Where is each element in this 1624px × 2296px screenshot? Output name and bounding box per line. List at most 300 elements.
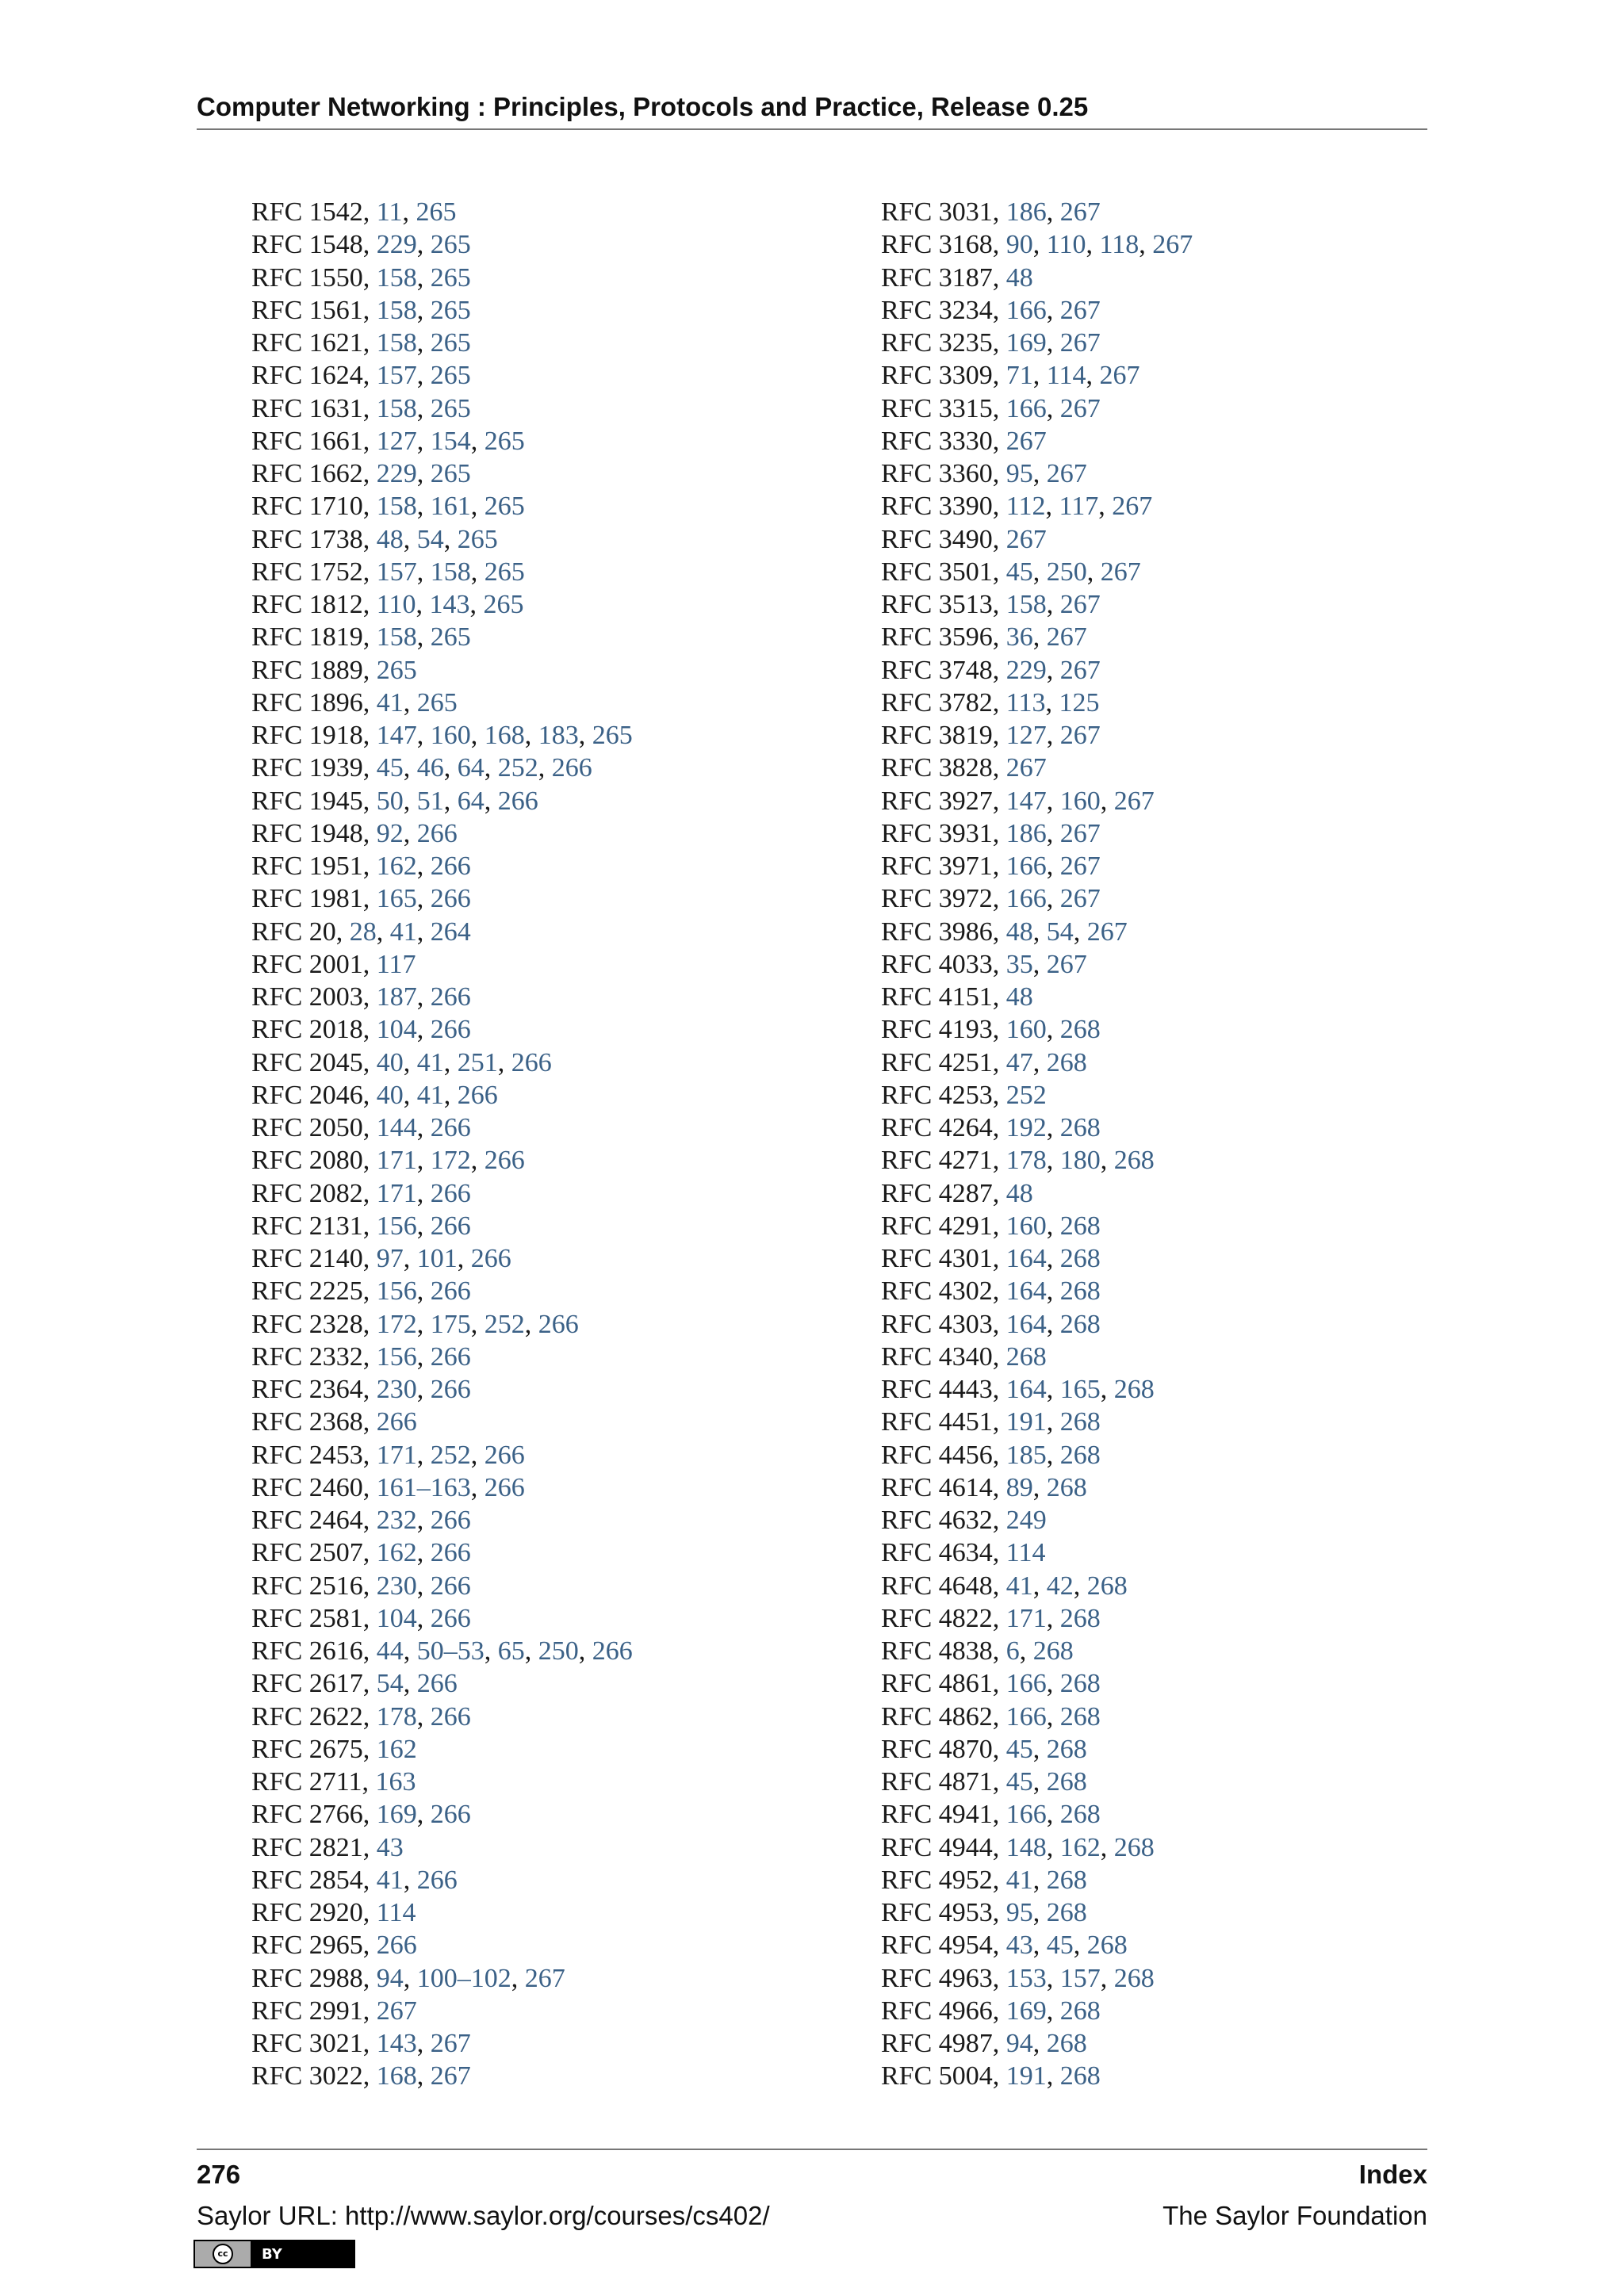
page-ref-link[interactable]: 266 (484, 1472, 525, 1502)
index-term: RFC 2711 (251, 1767, 362, 1797)
index-term: RFC 4253 (881, 1080, 993, 1110)
index-column-left (251, 196, 633, 2093)
page-ref-link[interactable]: 169 (376, 1800, 417, 1830)
page-ref-link[interactable]: 267 (1046, 949, 1087, 979)
page-ref-link[interactable]: 11 (376, 197, 403, 227)
page-ref-link[interactable]: 266 (416, 1669, 458, 1699)
page-ref-link[interactable]: 267 (1113, 786, 1155, 816)
index-entry: RFC 3490, 267 (881, 524, 1047, 554)
page-ref-link[interactable]: 268 (1032, 1636, 1074, 1666)
page-ref-link[interactable]: 265 (430, 295, 471, 325)
page-ref-link[interactable]: 166 (1005, 1800, 1047, 1830)
page-ref-link[interactable]: 46 (416, 753, 444, 783)
page-ref-link[interactable]: 163 (375, 1767, 416, 1797)
page-ref-link[interactable]: 267 (1152, 230, 1193, 260)
page-ref-link[interactable]: 268 (1059, 1800, 1101, 1830)
index-term: RFC 2464 (251, 1506, 363, 1535)
index-entry: RFC 2464, 232, 266 (251, 1506, 471, 1535)
page-ref-link[interactable]: 40 (376, 1080, 404, 1110)
page-ref-link[interactable]: 266 (430, 1701, 471, 1732)
page-ref-link[interactable]: 48 (1005, 982, 1033, 1012)
page-ref-link[interactable]: 192 (1005, 1113, 1047, 1142)
page-ref-link[interactable]: 164 (1005, 1309, 1047, 1339)
page-ref-link[interactable]: 36 (1005, 622, 1033, 652)
page-ref-link[interactable]: 268 (1059, 1996, 1101, 2026)
page-ref-link[interactable]: 267 (430, 2061, 471, 2091)
page-ref-link[interactable]: 265 (376, 655, 417, 685)
page-ref-link[interactable]: 166 (1005, 1669, 1047, 1699)
page-ref-link[interactable]: 144 (376, 1113, 417, 1142)
page-ref-link[interactable]: 252 (430, 1440, 471, 1470)
page-ref-link[interactable]: 158 (376, 622, 417, 652)
page-ref-link[interactable]: 117 (376, 949, 416, 979)
page-ref-link[interactable]: 266 (430, 851, 471, 881)
index-term: RFC 4456 (881, 1440, 993, 1470)
page-ref-link[interactable]: 267 (1059, 197, 1101, 227)
index-entry: RFC 4822, 171, 268 (881, 1603, 1101, 1633)
page-ref-link[interactable]: 268 (1046, 1734, 1087, 1764)
page-ref-link[interactable]: 266 (430, 1375, 471, 1404)
running-header-title: Computer Networking : Principles, Protocols and Practice, Release 0.25 (197, 92, 1089, 121)
page-ref-link[interactable]: 166 (1005, 295, 1047, 325)
page-ref-link[interactable]: 232 (376, 1506, 417, 1535)
page-ref-link[interactable]: 168 (376, 2061, 417, 2091)
page-ref-link[interactable]: 164 (1005, 1375, 1047, 1404)
page-ref-link[interactable]: 162 (1059, 1832, 1101, 1862)
index-term: RFC 4963 (881, 1963, 993, 1993)
page-ref-link[interactable]: 165 (1059, 1375, 1101, 1404)
page-ref-link[interactable]: 266 (430, 1211, 471, 1241)
page-ref-link[interactable]: 267 (524, 1963, 565, 1993)
page-ref-link[interactable]: 266 (511, 1047, 552, 1077)
page-ref-link[interactable]: 266 (497, 786, 538, 816)
page-ref-link[interactable]: 157 (1059, 1963, 1101, 1993)
page-ref-link[interactable]: 265 (430, 328, 471, 358)
page-ref-link[interactable]: 50 (376, 786, 404, 816)
page-footer (197, 2149, 1427, 2233)
page-ref-link[interactable]: 268 (1059, 1669, 1101, 1699)
page-ref-link[interactable]: 268 (1005, 1341, 1047, 1372)
page-ref-link[interactable]: 191 (1005, 2061, 1047, 2091)
page-ref-link[interactable]: 127 (376, 426, 417, 456)
page-ref-link[interactable]: 97 (376, 1244, 404, 1273)
page-ref-link[interactable]: 183 (538, 721, 579, 750)
page-ref-link[interactable]: 268 (1113, 1375, 1155, 1404)
page-ref-link[interactable]: 143 (429, 590, 470, 619)
page-ref-link[interactable]: 268 (1113, 1832, 1155, 1862)
page-ref-link[interactable]: 162 (376, 851, 417, 881)
creative-commons-icon: cc (213, 2244, 233, 2264)
page-ref-link[interactable]: 112 (1005, 492, 1046, 522)
page-ref-link[interactable]: 268 (1059, 1701, 1101, 1732)
page-ref-link[interactable]: 40 (376, 1047, 404, 1077)
page-ref-link[interactable]: 267 (376, 1996, 417, 2026)
page-ref-link[interactable]: 266 (430, 1603, 471, 1633)
page-ref-link[interactable]: 266 (484, 1146, 525, 1176)
page-ref-link[interactable]: 267 (1059, 393, 1101, 423)
page-ref-link[interactable]: 266 (376, 1931, 417, 1961)
page-ref-link[interactable]: 267 (1059, 721, 1101, 750)
page-ref-link[interactable]: 147 (1005, 786, 1047, 816)
page-ref-link[interactable]: 267 (1059, 590, 1101, 619)
page-ref-link[interactable]: 160 (1005, 1015, 1047, 1045)
page-ref-link[interactable]: 266 (430, 1800, 471, 1830)
page-ref-link[interactable]: 160 (1059, 786, 1101, 816)
page-ref-link[interactable]: 48 (1005, 262, 1033, 293)
page-ref-link[interactable]: 265 (430, 361, 471, 391)
page-ref-link[interactable]: 265 (430, 459, 471, 488)
page-ref-link[interactable]: 266 (430, 1506, 471, 1535)
page-ref-link[interactable]: 162 (376, 1734, 417, 1764)
page-ref-link[interactable]: 48 (376, 524, 404, 554)
page-ref-link[interactable]: 158 (430, 557, 471, 587)
page-ref-link[interactable]: 267 (1005, 524, 1047, 554)
page-ref-link[interactable]: 158 (376, 328, 417, 358)
page-ref-link[interactable]: 44 (376, 1636, 404, 1666)
page-ref-link[interactable]: 266 (430, 982, 471, 1012)
page-ref-link[interactable]: 154 (430, 426, 471, 456)
page-ref-link[interactable]: 268 (1059, 2061, 1101, 2091)
page-ref-link[interactable]: 267 (430, 2029, 471, 2058)
page-ref-link[interactable]: 161–163 (376, 1472, 471, 1502)
page-ref-link[interactable]: 41 (416, 1080, 444, 1110)
index-entry: RFC 4151, 48 (881, 982, 1033, 1012)
index-term: RFC 4632 (881, 1506, 993, 1535)
page-ref-link[interactable]: 266 (416, 818, 458, 848)
index-entry: RFC 1752, 157, 158, 265 (251, 557, 525, 587)
page-ref-link[interactable]: 101 (416, 1244, 458, 1273)
page-ref-link[interactable]: 267 (1086, 916, 1128, 947)
page-ref-link[interactable]: 268 (1059, 1113, 1101, 1142)
index-entry: RFC 2364, 230, 266 (251, 1375, 471, 1404)
page-ref-link[interactable]: 268 (1059, 1211, 1101, 1241)
page-ref-link[interactable]: 50–53 (416, 1636, 485, 1666)
page-ref-link[interactable]: 267 (1059, 851, 1101, 881)
index-term: RFC 2766 (251, 1800, 363, 1830)
page-ref-link[interactable]: 178 (1005, 1146, 1047, 1176)
page-ref-link[interactable]: 41 (376, 1865, 404, 1895)
page-ref-link[interactable]: 114 (376, 1898, 416, 1927)
index-entry: RFC 2332, 156, 266 (251, 1341, 471, 1372)
page-ref-link[interactable]: 169 (1005, 1996, 1047, 2026)
index-term: RFC 2018 (251, 1015, 363, 1045)
page-ref-link[interactable]: 268 (1113, 1146, 1155, 1176)
saylor-url[interactable]: Saylor URL: http://www.saylor.org/courses/cs402/ (197, 2201, 770, 2230)
page-ref-link[interactable]: 28 (349, 916, 377, 947)
page-ref-link[interactable]: 54 (1046, 916, 1074, 947)
page-ref-link[interactable]: 45 (376, 753, 404, 783)
page-ref-link[interactable]: 6 (1005, 1636, 1020, 1666)
page-ref-link[interactable]: 166 (1005, 1701, 1047, 1732)
page-ref-link[interactable]: 186 (1005, 197, 1047, 227)
page-ref-link[interactable]: 266 (457, 1080, 498, 1110)
page-ref-link[interactable]: 172 (430, 1146, 471, 1176)
page-ref-link[interactable]: 65 (497, 1636, 525, 1666)
page-ref-link[interactable]: 268 (1046, 1898, 1087, 1927)
page-ref-link[interactable]: 249 (1005, 1506, 1047, 1535)
index-entry: RFC 2001, 117 (251, 949, 416, 979)
page-ref-link[interactable]: 250 (1046, 557, 1087, 587)
footer-section-name: Index (1358, 2160, 1427, 2189)
page-ref-link[interactable]: 166 (1005, 393, 1047, 423)
page-ref-link[interactable]: 265 (483, 590, 524, 619)
page-ref-link[interactable]: 172 (376, 1309, 417, 1339)
page-ref-link[interactable]: 266 (430, 1015, 471, 1045)
page-ref-link[interactable]: 251 (457, 1047, 498, 1077)
page-ref-link[interactable]: 160 (430, 721, 471, 750)
page-ref-link[interactable]: 41 (1005, 1571, 1033, 1601)
page-ref-link[interactable]: 171 (1005, 1603, 1047, 1633)
page-ref-link[interactable]: 268 (1059, 1603, 1101, 1633)
page-ref-link[interactable]: 265 (430, 393, 471, 423)
page-ref-link[interactable]: 267 (1005, 426, 1047, 456)
page-ref-link[interactable]: 157 (376, 361, 417, 391)
page-ref-link[interactable]: 268 (1059, 1440, 1101, 1470)
page-ref-link[interactable]: 42 (1046, 1571, 1074, 1601)
page-ref-link[interactable]: 156 (376, 1211, 417, 1241)
index-entry: RFC 4443, 164, 165, 268 (881, 1375, 1155, 1404)
index-term: RFC 1951 (251, 851, 363, 881)
page-ref-link[interactable]: 43 (376, 1832, 404, 1862)
page-ref-link[interactable]: 89 (1005, 1472, 1033, 1502)
page-ref-link[interactable]: 266 (416, 1865, 458, 1895)
page-ref-link[interactable]: 161 (430, 492, 471, 522)
page-ref-link[interactable]: 267 (1059, 328, 1101, 358)
page-ref-link[interactable]: 110 (376, 590, 416, 619)
page-ref-link[interactable]: 180 (1059, 1146, 1101, 1176)
page-ref-link[interactable]: 268 (1086, 1931, 1128, 1961)
index-entry: RFC 2821, 43 (251, 1832, 404, 1862)
index-term: RFC 2507 (251, 1538, 363, 1568)
page-ref-link[interactable]: 165 (376, 884, 417, 914)
page-ref-link[interactable]: 164 (1005, 1276, 1047, 1307)
page-ref-link[interactable]: 148 (1005, 1832, 1047, 1862)
page-ref-link[interactable]: 94 (1005, 2029, 1033, 2058)
page-ref-link[interactable]: 156 (376, 1276, 417, 1307)
page-ref-link[interactable]: 268 (1059, 1244, 1101, 1273)
page-ref-link[interactable]: 41 (416, 1047, 444, 1077)
page-ref-link[interactable]: 166 (1005, 884, 1047, 914)
page-ref-link[interactable]: 110 (1046, 230, 1086, 260)
page-ref-link[interactable]: 43 (1005, 1931, 1033, 1961)
page-ref-link[interactable]: 113 (1005, 687, 1046, 718)
page-ref-link[interactable]: 266 (430, 1113, 471, 1142)
page-ref-link[interactable]: 268 (1059, 1015, 1101, 1045)
index-term: RFC 3828 (881, 753, 993, 783)
page-ref-link[interactable]: 265 (592, 721, 633, 750)
page-ref-link[interactable]: 143 (376, 2029, 417, 2058)
page-ref-link[interactable]: 158 (376, 393, 417, 423)
page-ref-link[interactable]: 252 (1005, 1080, 1047, 1110)
page-ref-link[interactable]: 178 (376, 1701, 417, 1732)
page-ref-link[interactable]: 118 (1099, 230, 1139, 260)
page-ref-link[interactable]: 127 (1005, 721, 1047, 750)
page-ref-link[interactable]: 54 (416, 524, 444, 554)
index-term: RFC 4870 (881, 1734, 993, 1764)
page-ref-link[interactable]: 266 (430, 1178, 471, 1208)
page-ref-link[interactable]: 265 (484, 426, 525, 456)
page-ref-link[interactable]: 169 (1005, 328, 1047, 358)
page-ref-link[interactable]: 250 (538, 1636, 579, 1666)
page-ref-link[interactable]: 64 (457, 786, 485, 816)
page-ref-link[interactable]: 114 (1005, 1538, 1046, 1568)
page-ref-link[interactable]: 125 (1059, 687, 1100, 718)
page-ref-link[interactable]: 265 (416, 197, 457, 227)
page-ref-link[interactable]: 265 (430, 622, 471, 652)
page-ref-link[interactable]: 171 (376, 1440, 417, 1470)
page-ref-link[interactable]: 45 (1005, 557, 1033, 587)
page-ref-link[interactable]: 267 (1046, 622, 1087, 652)
page-ref-link[interactable]: 265 (484, 557, 525, 587)
page-ref-link[interactable]: 47 (1005, 1047, 1033, 1077)
page-ref-link[interactable]: 267 (1099, 361, 1140, 391)
index-term: RFC 4944 (881, 1832, 993, 1862)
index-entry: RFC 2045, 40, 41, 251, 266 (251, 1047, 552, 1077)
page-ref-link[interactable]: 268 (1059, 1276, 1101, 1307)
page-ref-link[interactable]: 156 (376, 1341, 417, 1372)
page-ref-link[interactable]: 266 (430, 884, 471, 914)
index-term: RFC 1621 (251, 328, 363, 358)
page-ref-link[interactable]: 267 (1059, 295, 1101, 325)
page-ref-link[interactable]: 104 (376, 1603, 417, 1633)
page-ref-link[interactable]: 168 (484, 721, 525, 750)
index-entry: RFC 4302, 164, 268 (881, 1276, 1101, 1307)
page-ref-link[interactable]: 266 (430, 1538, 471, 1568)
index-term: RFC 1624 (251, 361, 363, 391)
page-ref-link[interactable]: 266 (470, 1244, 511, 1273)
page-ref-link[interactable]: 35 (1005, 949, 1033, 979)
page-ref-link[interactable]: 230 (376, 1571, 417, 1601)
page-ref-link[interactable]: 267 (1059, 818, 1101, 848)
page-ref-link[interactable]: 187 (376, 982, 417, 1012)
page-ref-link[interactable]: 267 (1005, 753, 1047, 783)
page-ref-link[interactable]: 185 (1005, 1440, 1047, 1470)
index-entry: RFC 1661, 127, 154, 265 (251, 426, 525, 456)
page-ref-link[interactable]: 268 (1046, 1047, 1087, 1077)
page-ref-link[interactable]: 100–102 (416, 1963, 511, 1993)
page-ref-link[interactable]: 265 (430, 230, 471, 260)
page-ref-link[interactable]: 45 (1046, 1931, 1074, 1961)
page-ref-link[interactable]: 48 (1005, 1178, 1033, 1208)
page-ref-link[interactable]: 114 (1046, 361, 1086, 391)
page-ref-link[interactable]: 90 (1005, 230, 1033, 260)
page-ref-link[interactable]: 229 (376, 459, 417, 488)
page-ref-link[interactable]: 160 (1005, 1211, 1047, 1241)
page-ref-link[interactable]: 158 (376, 492, 417, 522)
index-term: RFC 3782 (881, 687, 993, 718)
page-ref-link[interactable]: 92 (376, 818, 404, 848)
page-ref-link[interactable]: 171 (376, 1146, 417, 1176)
page-ref-link[interactable]: 229 (1005, 655, 1047, 685)
page-ref-link[interactable]: 158 (1005, 590, 1047, 619)
page-ref-link[interactable]: 54 (376, 1669, 404, 1699)
page-ref-link[interactable]: 186 (1005, 818, 1047, 848)
page-ref-link[interactable]: 158 (376, 262, 417, 293)
index-term: RFC 4451 (881, 1407, 993, 1437)
page-ref-link[interactable]: 252 (484, 1309, 525, 1339)
page-ref-link[interactable]: 117 (1059, 492, 1099, 522)
index-entry: RFC 3315, 166, 267 (881, 393, 1101, 423)
page-ref-link[interactable]: 267 (1112, 492, 1153, 522)
page-ref-link[interactable]: 41 (376, 687, 404, 718)
page-ref-link[interactable]: 171 (376, 1178, 417, 1208)
page-ref-link[interactable]: 268 (1046, 2029, 1087, 2058)
index-term: RFC 1819 (251, 622, 363, 652)
page-ref-link[interactable]: 48 (1005, 916, 1033, 947)
page-ref-link[interactable]: 265 (457, 524, 498, 554)
page-ref-link[interactable]: 267 (1059, 884, 1101, 914)
page-ref-link[interactable]: 266 (538, 1309, 579, 1339)
page-ref-link[interactable]: 266 (484, 1440, 525, 1470)
page-ref-link[interactable]: 268 (1086, 1571, 1128, 1601)
index-term: RFC 1662 (251, 459, 363, 488)
page-ref-link[interactable]: 229 (376, 230, 417, 260)
page-ref-link[interactable]: 268 (1059, 1309, 1101, 1339)
page-ref-link[interactable]: 265 (430, 262, 471, 293)
page-ref-link[interactable]: 266 (592, 1636, 633, 1666)
page-ref-link[interactable]: 95 (1005, 459, 1033, 488)
page-ref-link[interactable]: 265 (484, 492, 525, 522)
page-ref-link[interactable]: 166 (1005, 851, 1047, 881)
cc-by-license-badge[interactable] (193, 2240, 355, 2268)
page-ref-link[interactable]: 94 (376, 1963, 404, 1993)
page-ref-link[interactable]: 252 (497, 753, 538, 783)
index-entry: RFC 2675, 162 (251, 1734, 417, 1764)
page-ref-link[interactable]: 267 (1046, 459, 1087, 488)
page-ref-link[interactable]: 266 (430, 1341, 471, 1372)
index-term: RFC 4271 (881, 1146, 993, 1176)
page-ref-link[interactable]: 266 (430, 1276, 471, 1307)
page-ref-link[interactable]: 71 (1005, 361, 1033, 391)
page-ref-link[interactable]: 45 (1005, 1734, 1033, 1764)
index-entry: RFC 3234, 166, 267 (881, 295, 1101, 325)
page-ref-link[interactable]: 41 (1005, 1865, 1033, 1895)
page-ref-link[interactable]: 265 (416, 687, 458, 718)
index-entry: RFC 1896, 41, 265 (251, 687, 458, 718)
page-ref-link[interactable]: 153 (1005, 1963, 1047, 1993)
index-term: RFC 1542 (251, 197, 363, 227)
page-ref-link[interactable]: 104 (376, 1015, 417, 1045)
page-ref-link[interactable]: 230 (376, 1375, 417, 1404)
page-ref-link[interactable]: 266 (376, 1407, 417, 1437)
page-ref-link[interactable]: 64 (457, 753, 485, 783)
index-entry: RFC 1631, 158, 265 (251, 393, 471, 423)
page-ref-link[interactable]: 266 (430, 1571, 471, 1601)
page-ref-link[interactable]: 175 (430, 1309, 471, 1339)
page-ref-link[interactable]: 95 (1005, 1898, 1033, 1927)
page-ref-link[interactable]: 162 (376, 1538, 417, 1568)
page-ref-link[interactable]: 51 (416, 786, 444, 816)
page-ref-link[interactable]: 268 (1059, 1407, 1101, 1437)
page-ref-link[interactable]: 158 (376, 295, 417, 325)
page-ref-link[interactable]: 164 (1005, 1244, 1047, 1273)
page-ref-link[interactable]: 264 (430, 916, 471, 947)
page-ref-link[interactable]: 266 (551, 753, 592, 783)
page-ref-link[interactable]: 191 (1005, 1407, 1047, 1437)
page-ref-link[interactable]: 268 (1046, 1767, 1087, 1797)
page-ref-link[interactable]: 268 (1046, 1472, 1087, 1502)
page-ref-link[interactable]: 268 (1046, 1865, 1087, 1895)
page-ref-link[interactable]: 267 (1059, 655, 1101, 685)
page-ref-link[interactable]: 45 (1005, 1767, 1033, 1797)
page-ref-link[interactable]: 268 (1113, 1963, 1155, 1993)
index-term: RFC 2332 (251, 1341, 363, 1372)
page-ref-link[interactable]: 267 (1100, 557, 1141, 587)
index-term: RFC 2616 (251, 1636, 363, 1666)
page-ref-link[interactable]: 157 (376, 557, 417, 587)
page-ref-link[interactable]: 41 (389, 916, 417, 947)
page-ref-link[interactable]: 147 (376, 721, 417, 750)
